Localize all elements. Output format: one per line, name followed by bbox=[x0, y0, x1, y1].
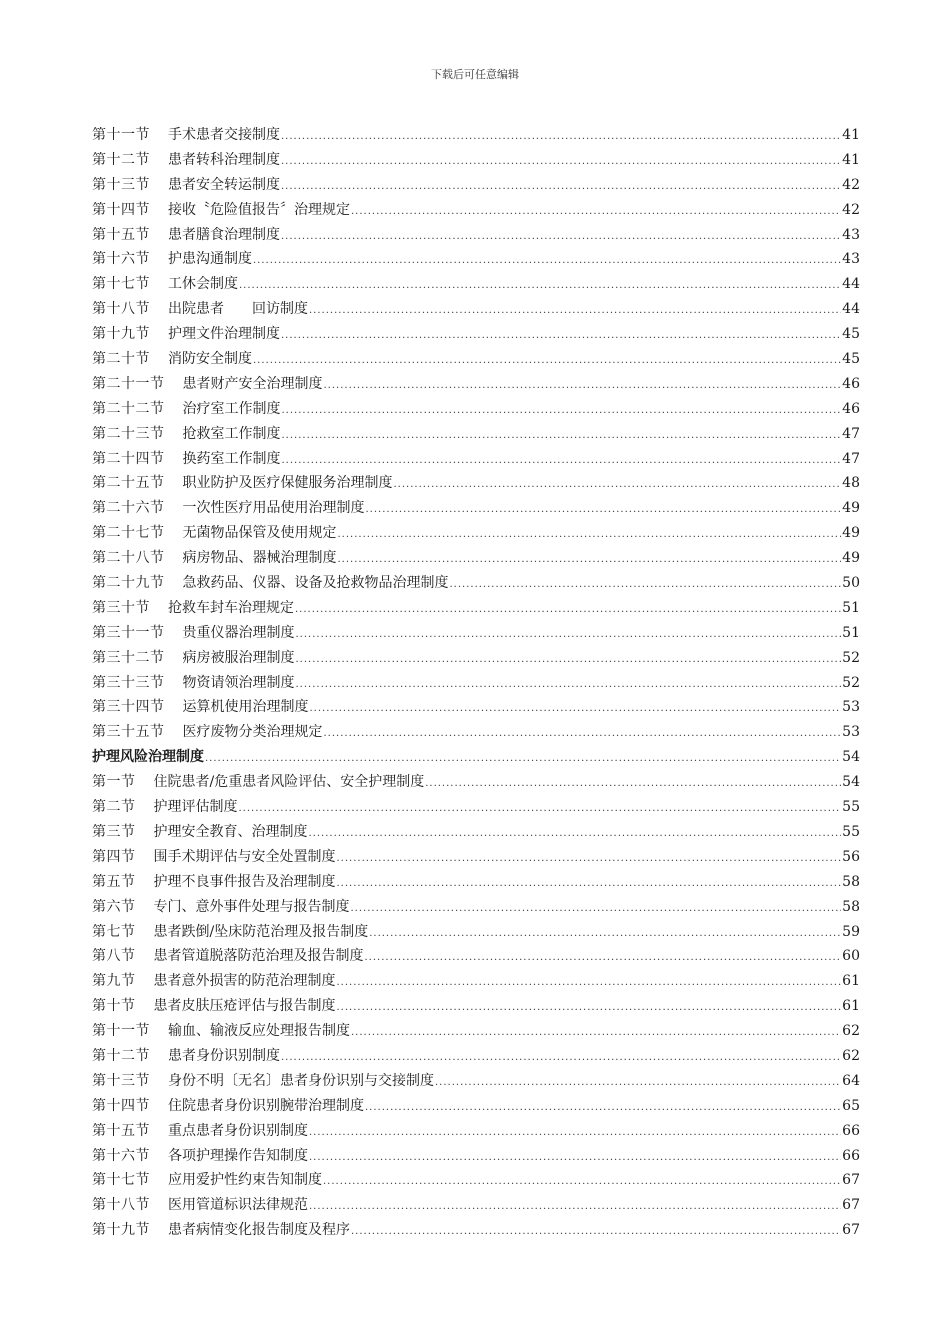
toc-page-number: 49 bbox=[842, 525, 860, 542]
toc-page-number: 52 bbox=[842, 674, 860, 691]
toc-section-number: 第三十五节 bbox=[92, 724, 165, 741]
toc-entry[interactable] bbox=[92, 896, 860, 921]
toc-entry[interactable] bbox=[92, 771, 860, 796]
toc-leader-dots bbox=[338, 529, 842, 540]
toc-entry-title: 患者转科治理制度 bbox=[168, 151, 280, 168]
toc-page-number: 66 bbox=[842, 1122, 860, 1139]
toc-entry[interactable] bbox=[92, 1194, 860, 1219]
toc-section-number: 第十二节 bbox=[92, 151, 150, 168]
toc-entry-title: 手术患者交接制度 bbox=[168, 127, 280, 143]
toc-page-number: 65 bbox=[842, 1097, 860, 1114]
toc-page-number: 56 bbox=[842, 848, 860, 865]
toc-section-number: 第十二节 bbox=[92, 1047, 150, 1064]
toc-page-number: 61 bbox=[842, 998, 860, 1015]
toc-entry[interactable] bbox=[92, 796, 860, 821]
toc-leader-dots bbox=[369, 928, 841, 939]
toc-leader-dots bbox=[310, 703, 842, 714]
toc-page-number: 53 bbox=[842, 724, 860, 741]
toc-entry[interactable] bbox=[92, 423, 860, 448]
toc-entry-title: 患者病情变化报告制度及程序 bbox=[168, 1222, 350, 1239]
toc-leader-dots bbox=[296, 629, 842, 640]
toc-page-number: 51 bbox=[842, 624, 860, 641]
toc-section-number: 第十一节 bbox=[92, 127, 150, 143]
toc-section-number: 第二十八节 bbox=[92, 550, 165, 567]
toc-page-number: 45 bbox=[842, 351, 860, 368]
toc-section-number: 第十一节 bbox=[92, 1023, 150, 1040]
toc-entry[interactable] bbox=[92, 1020, 860, 1045]
table-of-contents bbox=[92, 124, 860, 1244]
toc-entry[interactable] bbox=[92, 821, 860, 846]
toc-section-number: 第八节 bbox=[92, 948, 136, 965]
toc-leader-dots bbox=[450, 579, 842, 590]
toc-section-number: 第三十一节 bbox=[92, 624, 165, 641]
toc-page-number: 49 bbox=[842, 500, 860, 517]
toc-page-number: 67 bbox=[842, 1222, 860, 1239]
toc-entry[interactable] bbox=[92, 1120, 860, 1145]
toc-leader-dots bbox=[351, 1226, 841, 1237]
toc-entry-title: 接收〝危险值报告〞治理规定 bbox=[168, 201, 350, 218]
toc-leader-dots bbox=[351, 206, 841, 217]
toc-section-number: 第十六节 bbox=[92, 1147, 150, 1164]
toc-page-number: 53 bbox=[842, 699, 860, 716]
toc-entry-title: 患者意外损害的防范治理制度 bbox=[153, 973, 336, 990]
toc-entry-title: 抢救室工作制度 bbox=[182, 425, 281, 442]
toc-page-number: 59 bbox=[842, 923, 860, 940]
toc-entry[interactable] bbox=[92, 597, 860, 622]
toc-entry[interactable] bbox=[92, 921, 860, 946]
toc-entry-title: 一次性医疗用品使用治理制度 bbox=[182, 500, 365, 517]
toc-entry-title: 护患沟通制度 bbox=[168, 251, 252, 268]
toc-section-number: 第二十四节 bbox=[92, 450, 165, 467]
toc-section-number: 第六节 bbox=[92, 898, 136, 915]
toc-section-number: 第三十二节 bbox=[92, 649, 165, 666]
toc-entry-title: 患者安全转运制度 bbox=[168, 176, 280, 193]
toc-entry[interactable] bbox=[92, 1070, 860, 1095]
toc-page-number: 58 bbox=[842, 898, 860, 915]
toc-entry[interactable] bbox=[92, 721, 860, 746]
toc-section-number: 第十节 bbox=[92, 998, 136, 1015]
toc-page-number: 61 bbox=[842, 973, 860, 990]
toc-leader-dots bbox=[281, 181, 841, 192]
toc-section-number: 第三节 bbox=[92, 823, 136, 840]
toc-entry-title: 患者皮肤压疮评估与报告制度 bbox=[153, 998, 336, 1015]
toc-entry-title: 抢救车封车治理规定 bbox=[168, 599, 294, 616]
toc-page-number: 67 bbox=[842, 1172, 860, 1189]
toc-entry-title: 运算机使用治理制度 bbox=[182, 699, 309, 716]
toc-entry[interactable] bbox=[92, 1045, 860, 1070]
toc-leader-dots bbox=[351, 1027, 841, 1038]
toc-leader-dots bbox=[365, 1102, 841, 1113]
toc-entry-title: 工休会制度 bbox=[168, 276, 238, 293]
toc-leader-dots bbox=[337, 977, 842, 988]
toc-leader-dots bbox=[309, 1127, 841, 1138]
toc-entry-title: 专门、意外事件处理与报告制度 bbox=[153, 898, 350, 915]
toc-leader-dots bbox=[394, 479, 842, 490]
toc-leader-dots bbox=[281, 1052, 841, 1063]
toc-entry[interactable] bbox=[92, 248, 860, 273]
toc-page-number: 43 bbox=[842, 251, 860, 268]
toc-section-number: 第七节 bbox=[92, 923, 136, 940]
toc-page-number: 45 bbox=[842, 326, 860, 343]
toc-section-number: 第二十七节 bbox=[92, 525, 165, 542]
toc-entry-title: 住院患者/危重患者风险评估、安全护理制度 bbox=[153, 774, 425, 791]
toc-entry-title: 护理文件治理制度 bbox=[168, 326, 280, 343]
toc-entry-title: 病房物品、器械治理制度 bbox=[182, 550, 337, 567]
toc-page-number: 51 bbox=[842, 599, 860, 616]
toc-page-number: 55 bbox=[842, 799, 860, 816]
toc-page-number: 62 bbox=[842, 1023, 860, 1040]
toc-leader-dots bbox=[425, 778, 841, 789]
toc-leader-dots bbox=[324, 728, 842, 739]
toc-leader-dots bbox=[253, 255, 841, 266]
toc-leader-dots bbox=[281, 231, 841, 242]
toc-leader-dots bbox=[366, 504, 842, 515]
toc-page-number: 54 bbox=[842, 774, 860, 791]
toc-section-number: 第九节 bbox=[92, 973, 136, 990]
toc-heading-entry[interactable] bbox=[92, 746, 860, 771]
toc-entry-title: 护理安全教育、治理制度 bbox=[153, 823, 308, 840]
toc-entry[interactable] bbox=[92, 1169, 860, 1194]
toc-entry[interactable] bbox=[92, 572, 860, 597]
toc-page-number: 64 bbox=[842, 1072, 860, 1089]
toc-section-number: 第二十九节 bbox=[92, 575, 165, 592]
toc-leader-dots bbox=[324, 380, 842, 391]
toc-section-number: 第五节 bbox=[92, 873, 136, 890]
toc-entry[interactable] bbox=[92, 1095, 860, 1120]
toc-entry[interactable] bbox=[92, 995, 860, 1020]
toc-leader-dots bbox=[253, 355, 841, 366]
toc-entry[interactable] bbox=[92, 199, 860, 224]
toc-entry[interactable] bbox=[92, 945, 860, 970]
toc-section-number: 第二节 bbox=[92, 799, 136, 816]
toc-entry[interactable] bbox=[92, 497, 860, 522]
toc-section-number: 第十五节 bbox=[92, 226, 150, 243]
toc-leader-dots bbox=[281, 330, 841, 341]
toc-entry[interactable] bbox=[92, 622, 860, 647]
toc-section-number: 第十三节 bbox=[92, 176, 150, 193]
toc-page-number: 48 bbox=[842, 475, 860, 492]
toc-entry[interactable] bbox=[92, 448, 860, 473]
toc-leader-dots bbox=[351, 903, 842, 914]
toc-entry[interactable] bbox=[92, 970, 860, 995]
toc-page-number: 42 bbox=[842, 176, 860, 193]
toc-leader-dots bbox=[239, 280, 841, 291]
toc-leader-dots bbox=[338, 554, 842, 565]
toc-section-number: 第四节 bbox=[92, 848, 136, 865]
toc-section-number: 第十六节 bbox=[92, 251, 150, 268]
toc-entry[interactable] bbox=[92, 1145, 860, 1170]
toc-page-number: 46 bbox=[842, 400, 860, 417]
toc-leader-dots bbox=[281, 156, 841, 167]
toc-section-number: 第二十一节 bbox=[92, 375, 165, 392]
toc-section-number: 第十五节 bbox=[92, 1122, 150, 1139]
toc-section-number: 第十七节 bbox=[92, 276, 150, 293]
toc-leader-dots bbox=[296, 654, 842, 665]
toc-entry[interactable] bbox=[92, 273, 860, 298]
toc-section-number: 第二十五节 bbox=[92, 475, 165, 492]
toc-leader-dots bbox=[435, 1077, 841, 1088]
toc-entry[interactable] bbox=[92, 373, 860, 398]
toc-section-number: 第十九节 bbox=[92, 326, 150, 343]
toc-section-number: 第三十三节 bbox=[92, 674, 165, 691]
toc-page-number: 49 bbox=[842, 550, 860, 567]
toc-leader-dots bbox=[337, 1002, 842, 1013]
toc-page-number: 60 bbox=[842, 948, 860, 965]
toc-page-number: 62 bbox=[842, 1047, 860, 1064]
toc-page-number: 44 bbox=[842, 301, 860, 318]
toc-entry-title: 无菌物品保管及使用规定 bbox=[182, 525, 337, 542]
toc-leader-dots bbox=[295, 604, 841, 615]
toc-section-number: 第二十二节 bbox=[92, 400, 165, 417]
toc-section-number: 第三十四节 bbox=[92, 699, 165, 716]
toc-entry-title: 患者管道脱落防范治理及报告制度 bbox=[153, 948, 364, 965]
toc-entry-title: 物资请领治理制度 bbox=[182, 674, 295, 691]
toc-entry-title: 医疗废物分类治理规定 bbox=[182, 724, 323, 741]
toc-page-number: 55 bbox=[842, 823, 860, 840]
toc-entry[interactable] bbox=[92, 547, 860, 572]
toc-entry-title: 贵重仪器治理制度 bbox=[182, 624, 295, 641]
toc-entry-title: 护理不良事件报告及治理制度 bbox=[153, 873, 336, 890]
toc-page-number: 52 bbox=[842, 649, 860, 666]
toc-page-number: 43 bbox=[842, 226, 860, 243]
toc-page-number: 47 bbox=[842, 450, 860, 467]
toc-entry[interactable] bbox=[92, 348, 860, 373]
toc-entry-title: 换药室工作制度 bbox=[182, 450, 281, 467]
toc-section-number: 第二十三节 bbox=[92, 425, 165, 442]
toc-leader-dots bbox=[309, 305, 841, 316]
toc-entry-title: 医用管道标识法律规范 bbox=[168, 1197, 308, 1214]
toc-entry-title: 急救药品、仪器、设备及抢救物品治理制度 bbox=[182, 575, 449, 592]
toc-entry[interactable] bbox=[92, 124, 860, 149]
toc-leader-dots bbox=[309, 1152, 841, 1163]
toc-entry-title: 患者膳食治理制度 bbox=[168, 226, 280, 243]
toc-entry[interactable] bbox=[92, 672, 860, 697]
toc-section-number: 第二十节 bbox=[92, 351, 150, 368]
toc-leader-dots bbox=[337, 878, 842, 889]
toc-page-number: 42 bbox=[842, 201, 860, 218]
toc-section-number: 第十八节 bbox=[92, 1197, 150, 1214]
toc-entry[interactable] bbox=[92, 149, 860, 174]
toc-entry[interactable] bbox=[92, 298, 860, 323]
toc-section-number: 第三十节 bbox=[92, 599, 150, 616]
toc-entry-title: 各项护理操作告知制度 bbox=[168, 1147, 308, 1164]
toc-page-number: 46 bbox=[842, 375, 860, 392]
toc-entry-title: 出院患者 回访制度 bbox=[168, 301, 308, 318]
toc-section-number: 第十七节 bbox=[92, 1172, 150, 1189]
toc-leader-dots bbox=[365, 952, 842, 963]
toc-page-number: 44 bbox=[842, 276, 860, 293]
toc-entry[interactable] bbox=[92, 871, 860, 896]
toc-leader-dots bbox=[281, 131, 841, 142]
toc-entry[interactable] bbox=[92, 696, 860, 721]
toc-section-number: 第二十六节 bbox=[92, 500, 165, 517]
toc-section-number: 第十四节 bbox=[92, 1097, 150, 1114]
toc-leader-dots bbox=[309, 1201, 841, 1212]
toc-section-number: 第一节 bbox=[92, 774, 136, 791]
toc-entry-title: 病房被服治理制度 bbox=[182, 649, 295, 666]
toc-leader-dots bbox=[309, 828, 842, 839]
toc-entry[interactable] bbox=[92, 846, 860, 871]
toc-heading-title: 护理风险治理制度 bbox=[92, 749, 204, 766]
toc-page-number: 47 bbox=[842, 425, 860, 442]
toc-page-number: 41 bbox=[842, 151, 860, 168]
toc-leader-dots bbox=[205, 753, 841, 764]
toc-leader-dots bbox=[323, 1176, 841, 1187]
toc-page-number: 41 bbox=[842, 127, 860, 143]
toc-entry[interactable] bbox=[92, 472, 860, 497]
toc-entry[interactable] bbox=[92, 522, 860, 547]
toc-entry-title: 住院患者身份识别腕带治理制度 bbox=[168, 1097, 364, 1114]
toc-entry-title: 输血、输液反应处理报告制度 bbox=[168, 1023, 350, 1040]
page-header: 下载后可任意编辑 bbox=[431, 68, 519, 81]
toc-entry-title: 重点患者身份识别制度 bbox=[168, 1122, 308, 1139]
toc-entry[interactable] bbox=[92, 174, 860, 199]
toc-leader-dots bbox=[239, 803, 842, 814]
toc-section-number: 第十三节 bbox=[92, 1072, 150, 1089]
toc-section-number: 第十四节 bbox=[92, 201, 150, 218]
toc-entry-title: 职业防护及医疗保健服务治理制度 bbox=[182, 475, 393, 492]
toc-leader-dots bbox=[337, 853, 842, 864]
toc-entry[interactable] bbox=[92, 398, 860, 423]
toc-section-number: 第十九节 bbox=[92, 1222, 150, 1239]
toc-entry-title: 围手术期评估与安全处置制度 bbox=[153, 848, 336, 865]
toc-leader-dots bbox=[282, 430, 842, 441]
toc-section-number: 第十八节 bbox=[92, 301, 150, 318]
toc-entry-title: 消防安全制度 bbox=[168, 351, 252, 368]
toc-entry-title: 患者跌倒/坠床防范治理及报告制度 bbox=[153, 923, 369, 940]
toc-page-number: 50 bbox=[842, 575, 860, 592]
toc-entry-title: 患者财产安全治理制度 bbox=[182, 375, 323, 392]
toc-entry[interactable] bbox=[92, 647, 860, 672]
toc-entry-title: 护理评估制度 bbox=[153, 799, 238, 816]
toc-page-number: 67 bbox=[842, 1197, 860, 1214]
toc-entry[interactable] bbox=[92, 1219, 860, 1244]
toc-entry-title: 身份不明〔无名〕患者身份识别与交接制度 bbox=[168, 1072, 434, 1089]
toc-page-number: 66 bbox=[842, 1147, 860, 1164]
toc-entry[interactable] bbox=[92, 323, 860, 348]
toc-leader-dots bbox=[282, 455, 842, 466]
toc-leader-dots bbox=[282, 405, 842, 416]
toc-page-number: 58 bbox=[842, 873, 860, 890]
toc-page-number: 54 bbox=[842, 749, 860, 766]
toc-entry-title: 患者身份识别制度 bbox=[168, 1047, 280, 1064]
toc-entry-title: 应用爱护性约束告知制度 bbox=[168, 1172, 322, 1189]
toc-entry-title: 治疗室工作制度 bbox=[182, 400, 281, 417]
toc-entry[interactable] bbox=[92, 224, 860, 249]
toc-leader-dots bbox=[296, 679, 842, 690]
